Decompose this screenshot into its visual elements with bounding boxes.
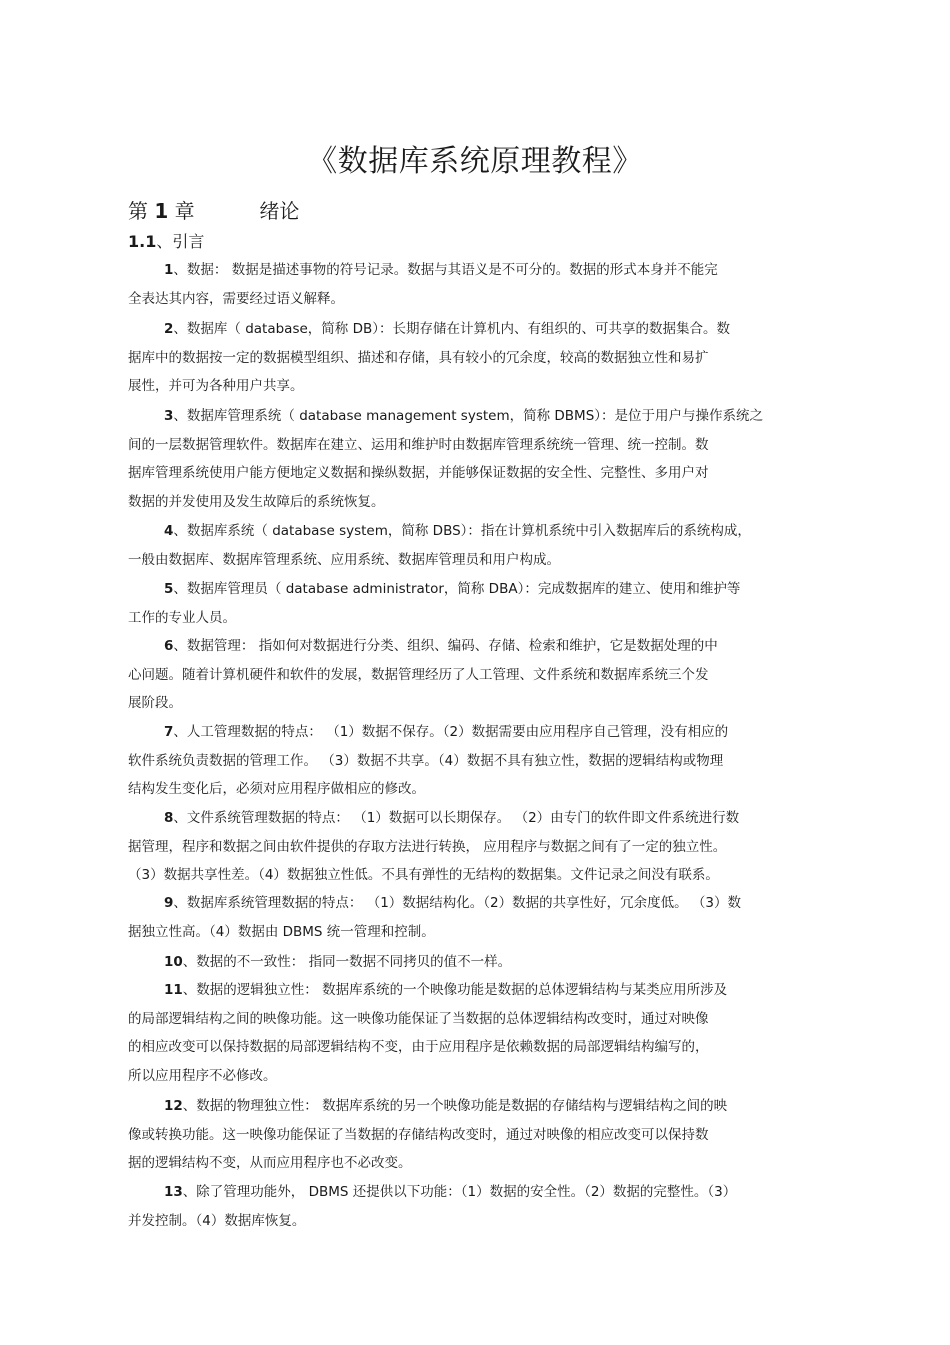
paragraph-line: 2、数据库（ database，简称 DB）：长期存储在计算机内、有组织的、可共享的数据集合。数 xyxy=(164,321,730,337)
definition-paragraph-2 xyxy=(128,315,843,401)
paragraph-line: 数据的并发使用及发生故障后的系统恢复。 xyxy=(128,493,385,510)
paragraph-line: 的局部逻辑结构之间的映像功能。这一映像功能保证了当数据的总体逻辑结构改变时，通过对映像 xyxy=(128,1010,709,1027)
definition-paragraph-10 xyxy=(128,948,843,977)
definition-paragraph-1 xyxy=(128,256,843,313)
definition-paragraph-3 xyxy=(128,402,843,516)
paragraph-line: 1、数据： 数据是描述事物的符号记录。数据与其语义是不可分的。数据的形式本身并不能完 xyxy=(164,262,718,278)
definition-paragraph-4 xyxy=(128,517,843,574)
paragraph-line: 展阶段。 xyxy=(128,695,182,711)
paragraph-line: 工作的专业人员。 xyxy=(128,609,236,626)
paragraph-line: 9、数据库系统管理数据的特点： （1）数据结构化。（2）数据的共享性好，冗余度低。 （3）数 xyxy=(164,895,742,911)
paragraph-line: 13、除了管理功能外， DBMS 还提供以下功能：（1）数据的安全性。（2）数据的完整性。（3） xyxy=(164,1184,737,1200)
paragraph-number: 1 xyxy=(164,262,174,278)
definition-paragraph-11 xyxy=(128,976,843,1090)
paragraph-number: 13 xyxy=(164,1184,183,1200)
paragraph-number: 8 xyxy=(164,810,174,826)
paragraph-line: 10、数据的不一致性： 指同一数据不同拷贝的值不一样。 xyxy=(164,954,512,970)
chapter-suffix: 章 xyxy=(174,199,195,223)
paragraph-line: 展性，并可为各种用户共享。 xyxy=(128,378,304,394)
paragraph-line: 8、文件系统管理数据的特点： （1）数据可以长期保存。 （2）由专门的软件即文件系统进行数 xyxy=(164,810,740,826)
paragraph-number: 10 xyxy=(164,954,183,970)
document-title: 《数据库系统原理教程》 xyxy=(307,144,643,180)
paragraph-line: 据的逻辑结构不变，从而应用程序也不必改变。 xyxy=(128,1155,412,1171)
paragraph-line: 据管理，程序和数据之间由软件提供的存取方法进行转换， 应用程序与数据之间有了一定的独立性。 xyxy=(128,838,727,855)
paragraph-number: 11 xyxy=(164,982,183,998)
definition-paragraph-6 xyxy=(128,632,843,718)
paragraph-line: 6、数据管理： 指如何对数据进行分类、组织、编码、存储、检索和维护，它是数据处理的中 xyxy=(164,638,718,654)
paragraph-line: 软件系统负责数据的管理工作。 （3）数据不共享。（4）数据不具有独立性，数据的逻辑结构或物理 xyxy=(128,752,724,769)
paragraph-line: 结构发生变化后，必须对应用程序做相应的修改。 xyxy=(128,781,425,797)
paragraph-number: 2 xyxy=(164,321,174,337)
paragraph-line: 间的一层数据管理软件。数据库在建立、运用和维护时由数据库管理系统统一管理、统一控制。数 xyxy=(128,436,709,453)
paragraph-line: 据库管理系统使用户能方便地定义数据和操纵数据，并能够保证数据的安全性、完整性、多用户对 xyxy=(128,465,709,481)
paragraph-line: 7、人工管理数据的特点： （1）数据不保存。（2）数据需要由应用程序自己管理，没有相应的 xyxy=(164,724,729,740)
paragraph-line: 据库中的数据按一定的数据模型组织、描述和存储，具有较小的冗余度，较高的数据独立性和易扩 xyxy=(128,349,709,366)
definition-paragraph-13 xyxy=(128,1178,843,1235)
paragraph-line: 的相应改变可以保持数据的局部逻辑结构不变，由于应用程序是依赖数据的局部逻辑结构编写的， xyxy=(128,1039,709,1055)
section-heading xyxy=(128,229,204,255)
paragraph-line: 4、数据库系统（ database system，简称 DBS）：指在计算机系统中引入数据库后的系统构成， xyxy=(164,523,751,539)
chapter-number: 1 xyxy=(154,199,169,223)
paragraph-line: 11、数据的逻辑独立性： 数据库系统的一个映像功能是数据的总体逻辑结构与某类应用所涉及 xyxy=(164,982,728,998)
paragraph-line: 并发控制。（4）数据库恢复。 xyxy=(128,1212,306,1229)
paragraph-number: 4 xyxy=(164,523,174,539)
paragraph-line: 据独立性高。（4）数据由 DBMS 统一管理和控制。 xyxy=(128,923,435,940)
paragraph-number: 5 xyxy=(164,581,174,597)
section-title: 、引言 xyxy=(156,232,205,251)
paragraph-number: 9 xyxy=(164,895,174,911)
paragraph-line: 12、数据的物理独立性： 数据库系统的另一个映像功能是数据的存储结构与逻辑结构之间的映 xyxy=(164,1098,728,1114)
chapter-prefix: 第 xyxy=(128,199,148,223)
paragraph-number: 6 xyxy=(164,638,174,654)
chapter-heading xyxy=(128,196,299,226)
definition-paragraph-8 xyxy=(128,804,843,890)
definition-paragraph-12 xyxy=(128,1092,843,1178)
definition-paragraph-5 xyxy=(128,575,843,632)
definition-paragraph-7 xyxy=(128,718,843,804)
paragraph-line: （3）数据共享性差。（4）数据独立性低。不具有弹性的无结构的数据集。文件记录之间没有联系。 xyxy=(128,867,719,883)
paragraph-line: 所以应用程序不必修改。 xyxy=(128,1067,277,1084)
paragraph-line: 像或转换功能。这一映像功能保证了当数据的存储结构改变时，通过对映像的相应改变可以保持数 xyxy=(128,1126,709,1143)
paragraph-line: 一般由数据库、数据库管理系统、应用系统、数据库管理员和用户构成。 xyxy=(128,551,560,568)
paragraph-number: 7 xyxy=(164,724,174,740)
definition-paragraph-9 xyxy=(128,889,843,946)
paragraph-number: 3 xyxy=(164,408,174,424)
paragraph-line: 全表达其内容，需要经过语义解释。 xyxy=(128,290,344,307)
paragraph-number: 12 xyxy=(164,1098,183,1114)
paragraph-line: 心问题。随着计算机硬件和软件的发展，数据管理经历了人工管理、文件系统和数据库系统三个发 xyxy=(128,666,709,683)
paragraph-line: 3、数据库管理系统（ database management system，简称 DBMS）：是位于用户与操作系统之 xyxy=(164,408,764,424)
section-number: 1.1 xyxy=(128,232,157,251)
chapter-name: 绪论 xyxy=(259,199,300,223)
paragraph-line: 5、数据库管理员（ database administrator，简称 DBA）：完成数据库的建立、使用和维护等 xyxy=(164,581,741,597)
